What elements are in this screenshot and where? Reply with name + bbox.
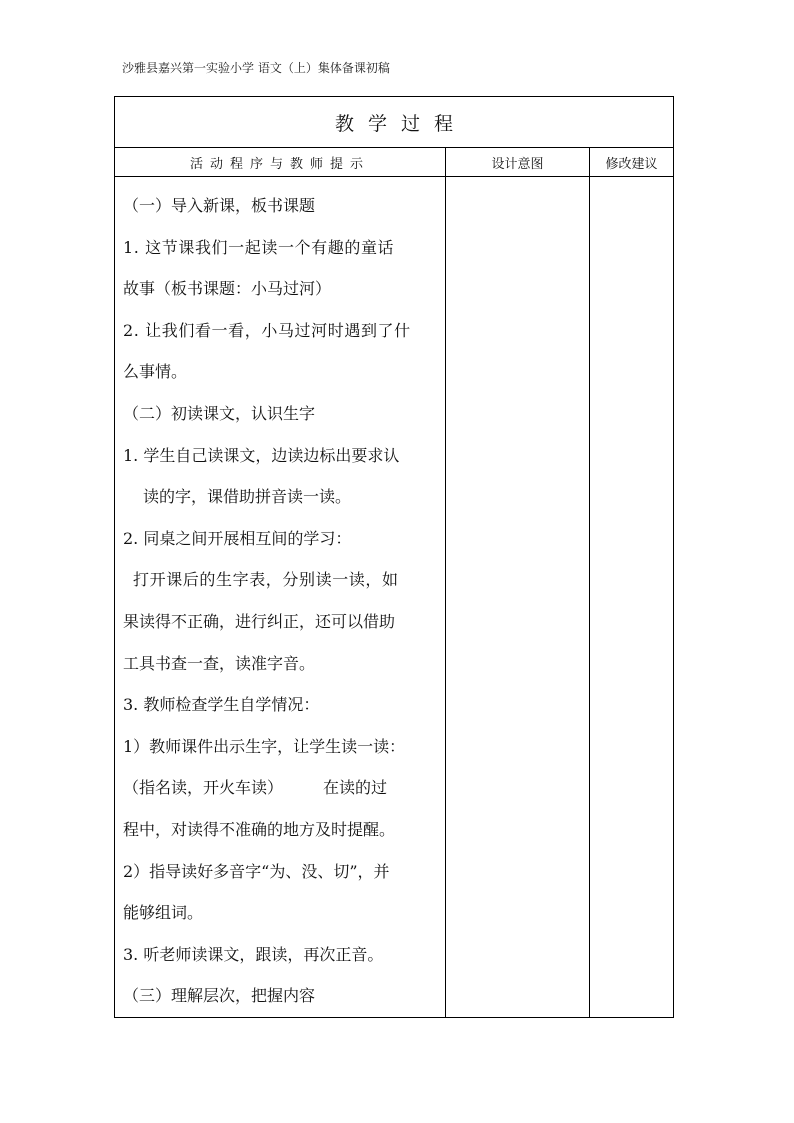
title-row bbox=[115, 97, 674, 148]
content-line: 工具书查一查，读准字音。 bbox=[123, 653, 316, 673]
activity-content-cell bbox=[115, 177, 446, 1018]
content-line: 故事（板书课题：小马过河） bbox=[123, 279, 332, 299]
content-line: 1）教师课件出示生字，让学生读一读： bbox=[123, 736, 406, 756]
content-line: 程中，对读得不准确的地方及时提醒。 bbox=[123, 819, 396, 839]
design-intent-cell bbox=[446, 177, 590, 1018]
content-line: 打开课后的生字表，分别读一读，如 bbox=[133, 570, 399, 590]
document-header: 沙雅县嘉兴第一实验小学 语文（上）集体备课初稿 bbox=[122, 61, 390, 75]
content-line: 能够组词。 bbox=[123, 903, 204, 923]
content-line: 读的字，课借助拼音读一读。 bbox=[143, 487, 352, 507]
column-header-activity: 活动程序与教师提示 bbox=[115, 148, 446, 177]
column-header-suggestion: 修改建议 bbox=[590, 148, 674, 177]
content-line: 3. 听老师读课文，跟读，再次正音。 bbox=[123, 944, 384, 964]
content-line: （指名读，开火车读） 在读的过 bbox=[123, 778, 388, 798]
content-line: 果读得不正确，进行纠正，还可以借助 bbox=[123, 611, 396, 631]
content-line: 2. 同桌之间开展相互间的学习： bbox=[123, 528, 352, 548]
suggestion-cell bbox=[590, 177, 674, 1018]
content-line: 么事情。 bbox=[123, 362, 188, 382]
content-line: 2. 让我们看一看，小马过河时遇到了什 bbox=[123, 320, 411, 340]
table-title: 教学过程 bbox=[115, 97, 674, 148]
content-line: 2）指导读好多音字“为、没、切”，并 bbox=[123, 861, 390, 881]
content-line: 1. 学生自己读课文，边读边标出要求认 bbox=[123, 445, 400, 465]
column-header-design: 设计意图 bbox=[446, 148, 590, 177]
content-line: 1. 这节课我们一起读一个有趣的童话 bbox=[123, 237, 395, 257]
content-row bbox=[115, 177, 674, 1018]
content-line: （二）初读课文，认识生字 bbox=[123, 403, 316, 423]
content-line: 3. 教师检查学生自学情况： bbox=[123, 695, 320, 715]
column-header-row bbox=[115, 148, 674, 177]
content-line: （一）导入新课，板书课题 bbox=[123, 196, 316, 215]
lesson-plan-table bbox=[114, 96, 674, 1018]
content-line: （三）理解层次，把握内容 bbox=[123, 986, 316, 1006]
